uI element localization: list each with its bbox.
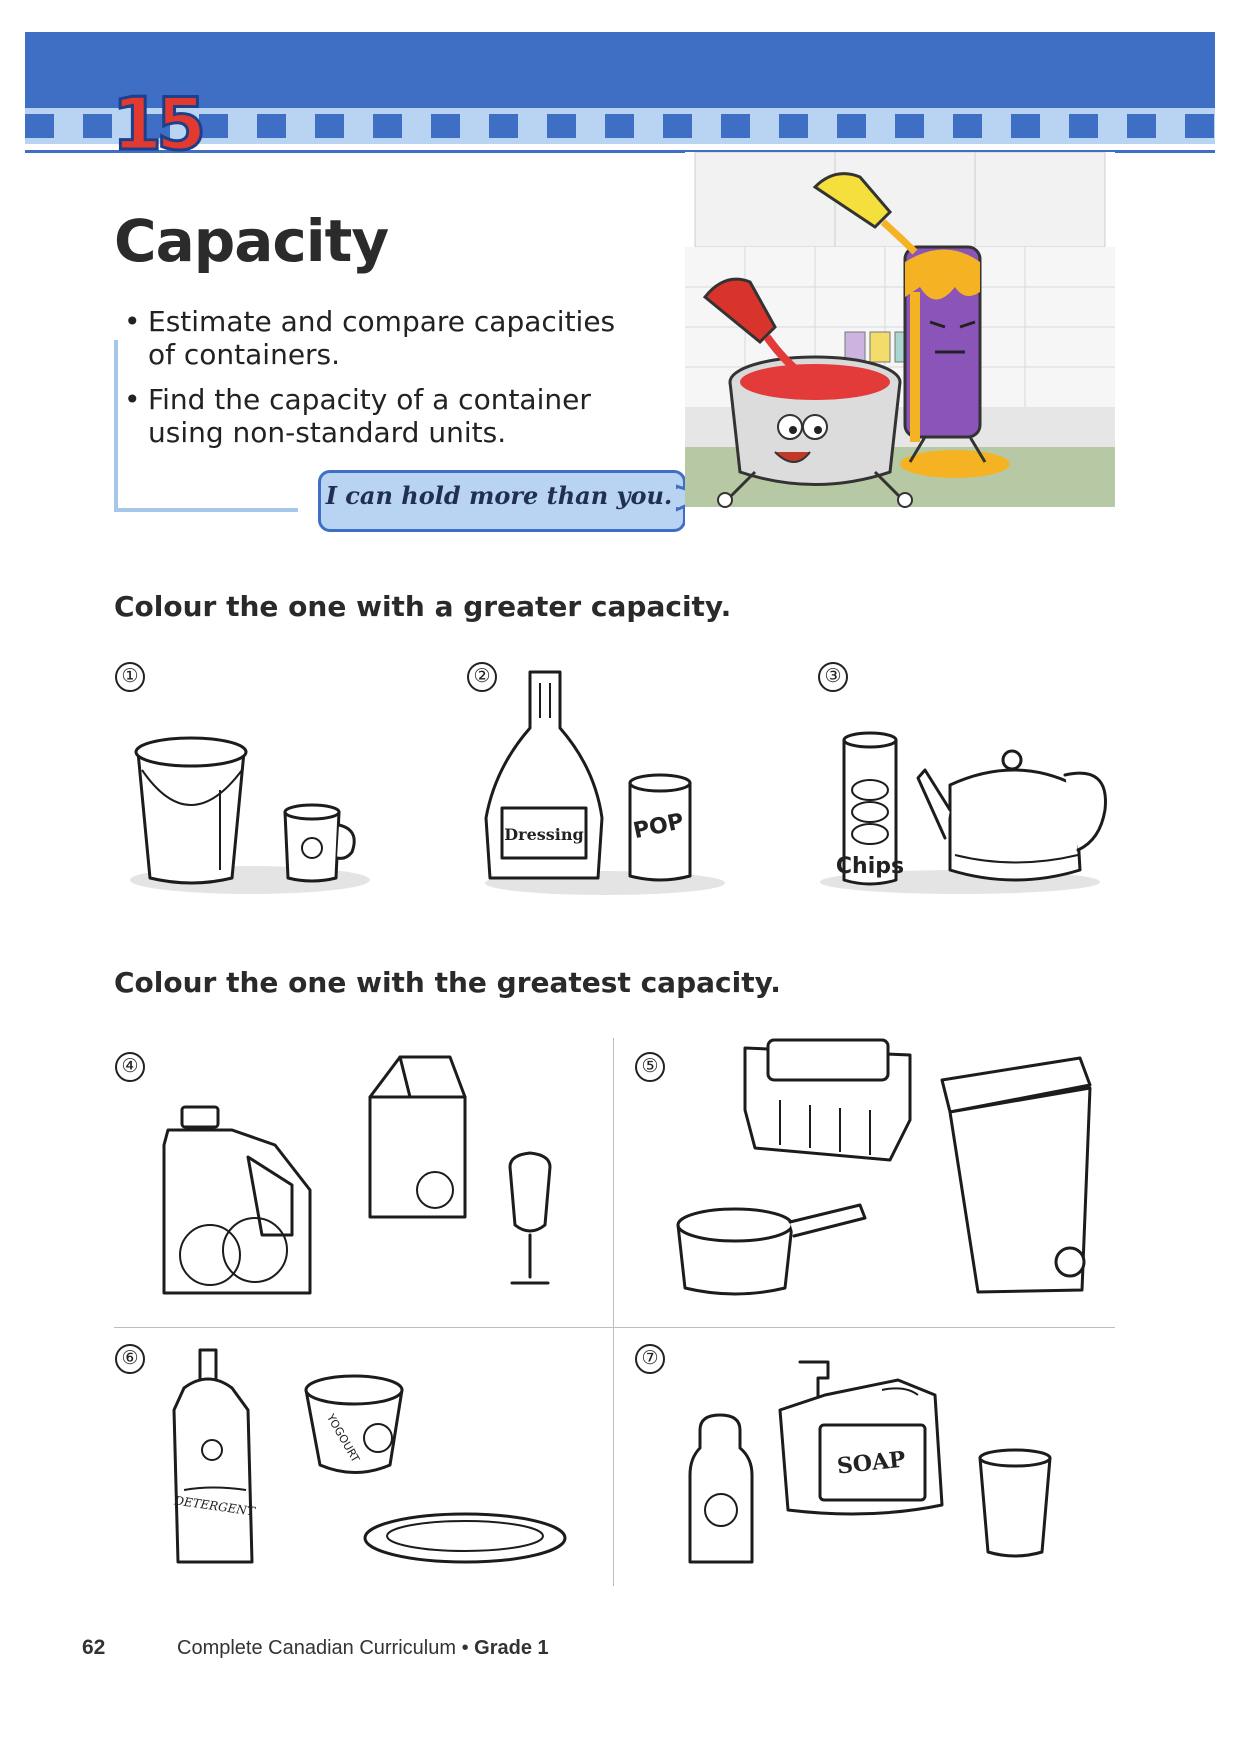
- question-number: ①: [115, 662, 145, 692]
- speech-bubble-text: I can hold more than you.: [325, 481, 673, 510]
- checker-square: [1185, 114, 1214, 138]
- dressing-label: Dressing: [504, 825, 584, 844]
- checker-square: [83, 114, 112, 138]
- checker-square: [257, 114, 286, 138]
- question-number: ③: [818, 662, 848, 692]
- plate-icon[interactable]: [365, 1514, 565, 1562]
- wine-glass-icon[interactable]: [510, 1153, 550, 1283]
- question-2-picture: [470, 668, 730, 900]
- page-title: Capacity: [114, 207, 389, 275]
- checker-square: [663, 114, 692, 138]
- soap-jug-icon[interactable]: [780, 1362, 942, 1514]
- chips-label: Chips: [835, 854, 905, 879]
- saucepan-icon[interactable]: [678, 1205, 865, 1294]
- yogourt-label: YOGOURT: [324, 1411, 363, 1465]
- checker-square: [953, 114, 982, 138]
- objective-item: • Estimate and compare capacities of containers.: [148, 305, 618, 371]
- checker-square: [431, 114, 460, 138]
- question-6-picture: [150, 1340, 580, 1580]
- checker-square: [315, 114, 344, 138]
- question-number: ②: [467, 662, 497, 692]
- soap-label: SOAP: [835, 1446, 907, 1480]
- question-7-picture: [660, 1340, 1090, 1580]
- footer-book-name: Complete Canadian Curriculum: [177, 1637, 457, 1659]
- checker-square: [605, 114, 634, 138]
- checker-square: [489, 114, 518, 138]
- checker-square: [779, 114, 808, 138]
- bucket-icon[interactable]: [136, 738, 246, 883]
- pop-label: POP: [631, 809, 687, 845]
- checker-square: [25, 114, 54, 138]
- question-4-picture: [150, 1045, 580, 1305]
- instruction-greatest: Colour the one with the greatest capacity.: [114, 966, 781, 999]
- question-number: ④: [115, 1052, 145, 1082]
- question-3-picture: [810, 730, 1120, 900]
- garbage-bin-icon[interactable]: [942, 1058, 1090, 1292]
- milk-bottle-icon[interactable]: [690, 1415, 752, 1562]
- grid-divider-vertical: [613, 1038, 614, 1586]
- checker-square: [1069, 114, 1098, 138]
- grid-divider-horizontal: [114, 1327, 1115, 1328]
- unit-number: 15: [112, 82, 201, 166]
- detergent-bottle-icon[interactable]: [174, 1350, 252, 1562]
- objective-item: • Find the capacity of a container using non-standard units.: [148, 383, 618, 449]
- kitchen-scene-illustration: [685, 152, 1115, 542]
- footer-separator: •: [456, 1637, 475, 1659]
- checker-square: [1127, 114, 1156, 138]
- question-number: ⑤: [635, 1052, 665, 1082]
- checker-square: [895, 114, 924, 138]
- checker-square: [837, 114, 866, 138]
- detergent-label: DETERGENT: [173, 1493, 256, 1519]
- mug-icon[interactable]: [285, 805, 354, 881]
- question-5-picture: [660, 1030, 1110, 1310]
- question-number: ⑥: [115, 1344, 145, 1374]
- milk-carton-icon[interactable]: [370, 1057, 465, 1217]
- storage-box-icon[interactable]: [745, 1040, 910, 1160]
- question-number: ⑦: [635, 1344, 665, 1374]
- footer-grade: Grade 1: [474, 1637, 549, 1659]
- footer-book-title: [177, 1637, 549, 1660]
- header-band: [25, 32, 1215, 108]
- page-number: 62: [82, 1636, 106, 1659]
- kettle-icon[interactable]: [918, 751, 1106, 880]
- header-checker-strip: [25, 108, 1215, 144]
- dressing-bottle-icon[interactable]: [486, 672, 602, 878]
- question-1-picture: [120, 730, 380, 900]
- cup-icon[interactable]: [980, 1450, 1050, 1556]
- checker-square: [199, 114, 228, 138]
- checker-square: [547, 114, 576, 138]
- checker-square: [721, 114, 750, 138]
- checker-square: [373, 114, 402, 138]
- instruction-greater: Colour the one with a greater capacity.: [114, 590, 732, 623]
- checker-square: [1011, 114, 1040, 138]
- juice-jug-icon[interactable]: [164, 1107, 310, 1293]
